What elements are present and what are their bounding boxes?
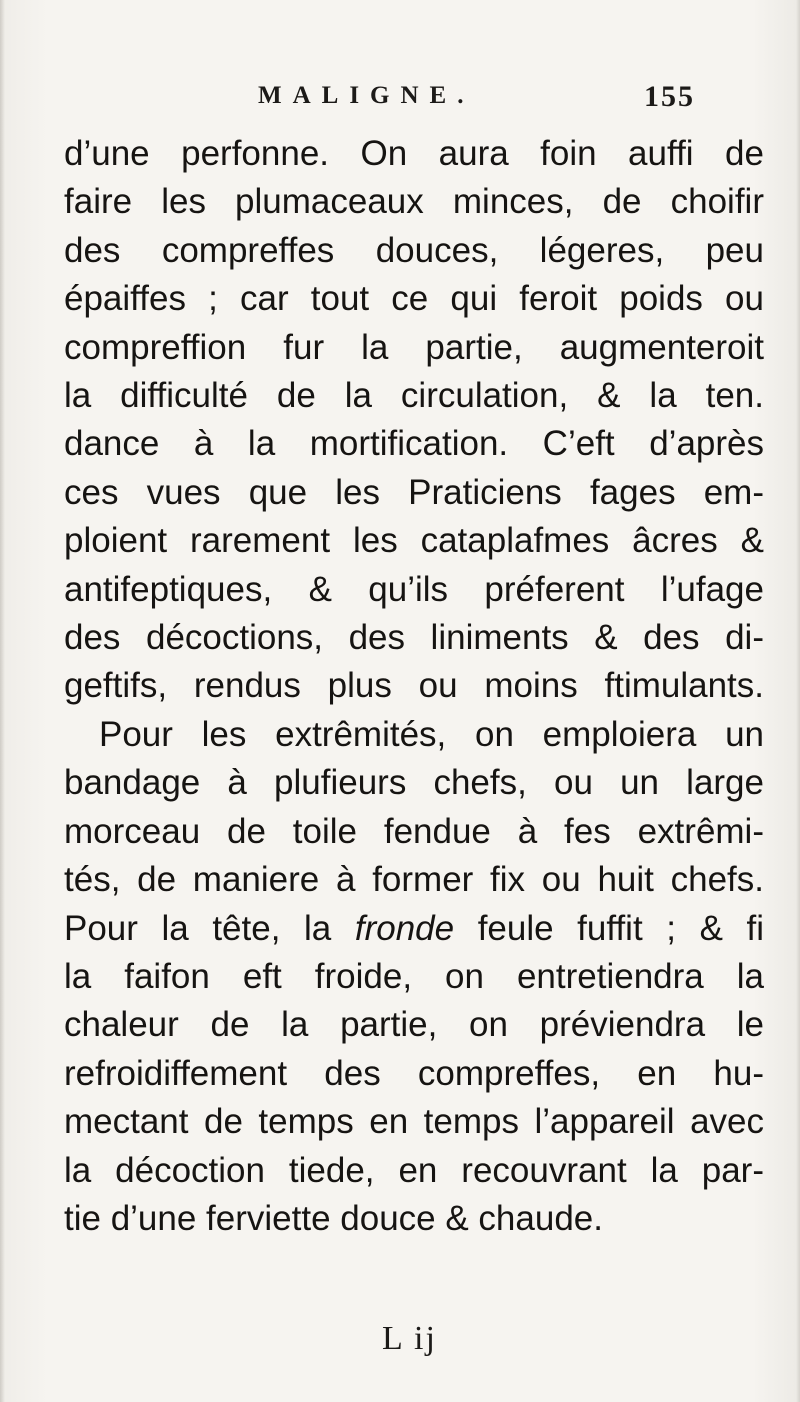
text-line: mectant de temps en temps l’appareil avec <box>64 1102 764 1142</box>
text-line: geftifs, rendus plus ou moins ftimulants. <box>64 666 764 706</box>
text-line: faire les plumaceaux minces, de choifir <box>64 182 764 222</box>
text-line: d’une perfonne. On aura foin auffi de <box>64 134 764 173</box>
text-line: morceau de toile fendue à fes extrêmi- <box>64 811 764 851</box>
text-line-with-italic <box>64 905 764 953</box>
body-text <box>64 130 764 1243</box>
text-line: compreffion fur la partie, augmenteroit <box>64 327 764 367</box>
text-line: Pour les extrêmités, on emploiera un <box>99 714 764 754</box>
text-line: tie d’une ferviette douce & chaude. <box>64 1198 603 1238</box>
page-edge-shadow-left <box>0 0 5 1402</box>
italic-term: fronde <box>354 908 455 948</box>
text-line: ces vues que les Praticiens fages em- <box>64 472 764 512</box>
text-line: des compreffes douces, légeres, peu <box>64 230 764 270</box>
text-segment: feule fuffit ; & fi <box>477 908 764 948</box>
text-line: tés, de maniere à former fix ou huit chefs. <box>64 860 764 900</box>
text-line: des décoctions, des liniments & des di- <box>64 618 764 658</box>
text-segment: Pour la tête, la <box>64 908 332 948</box>
text-line: épaiffes ; car tout ce qui feroit poids ou <box>64 279 764 319</box>
text-line: ploient rarement les cataplafmes âcres & <box>64 521 764 561</box>
text-line: bandage à plufieurs chefs, ou un large <box>64 763 764 803</box>
text-line: dance à la mortification. C’eft d’après <box>64 424 764 464</box>
text-line: antifeptiques, & qu’ils préferent l’ufage <box>64 569 764 609</box>
page-number: 155 <box>644 80 695 113</box>
running-head: MALIGNE. <box>258 82 475 109</box>
signature-mark: L ij <box>382 1320 437 1357</box>
text-line: la difficulté de la circulation, & la ten. <box>64 376 764 416</box>
text-line: chaleur de la partie, on préviendra le <box>64 1005 764 1045</box>
text-line: refroidiffement des compreffes, en hu- <box>64 1053 764 1093</box>
text-line: la faifon eft froide, on entretiendra la <box>64 956 764 996</box>
text-line: la décoction tiede, en recouvrant la par- <box>64 1150 764 1190</box>
page-edge-shadow-right <box>796 0 800 1402</box>
